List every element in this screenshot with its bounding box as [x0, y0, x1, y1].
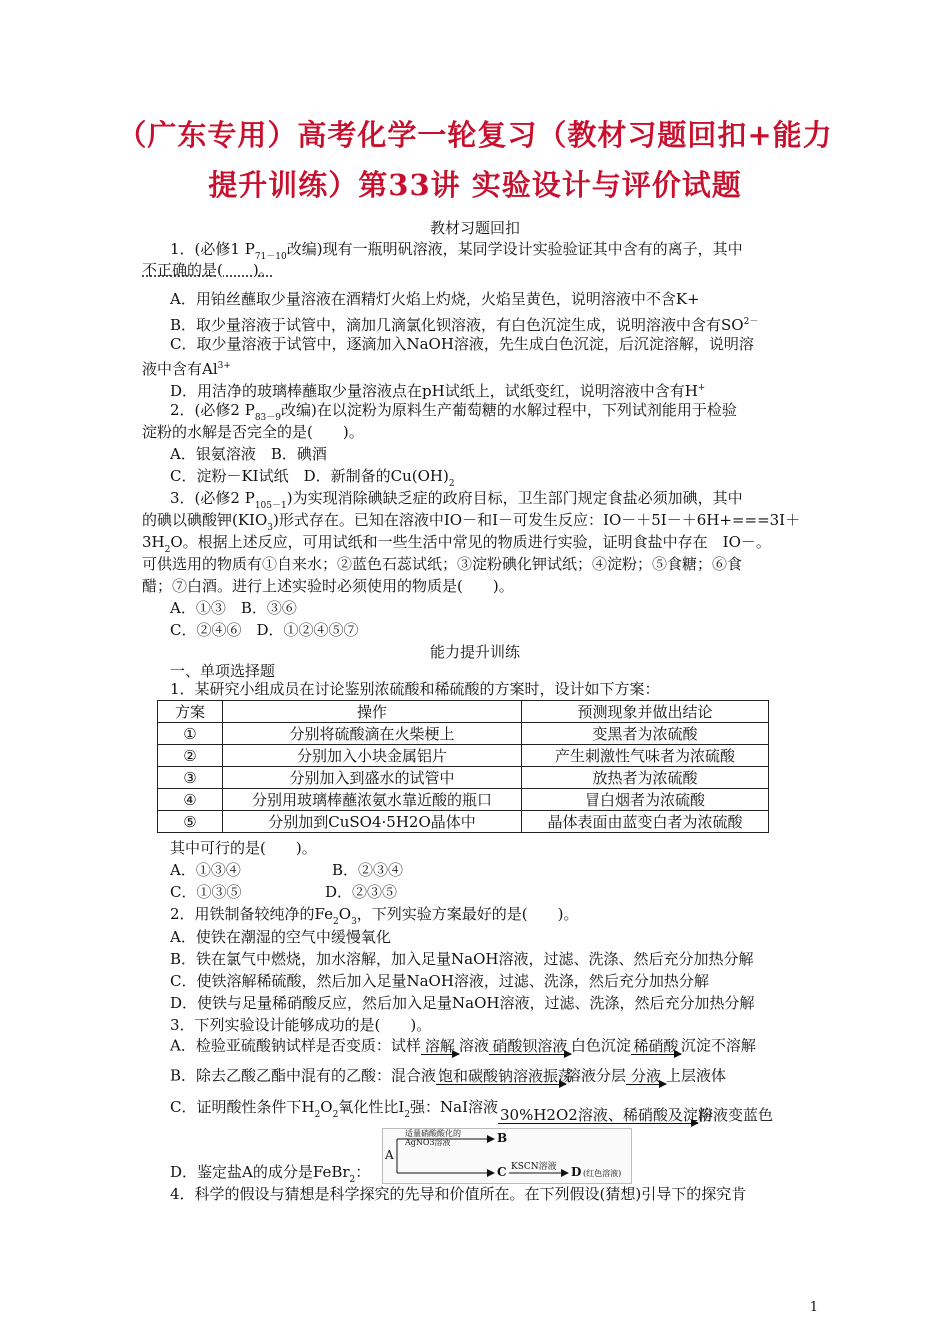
diagram-node-b: B: [497, 1131, 508, 1145]
p4-stem: 4．科学的假设与猜想是科学探究的先导和价值所在。在下列假设(猜想)引导下的探究肯: [170, 1185, 747, 1203]
reaction-arrow: 稀硝酸: [631, 1038, 681, 1055]
table-cell: 冒白烟者为浓硫酸: [522, 789, 769, 811]
table-cell: ③: [158, 767, 223, 789]
reaction-arrow: 分液: [626, 1068, 666, 1085]
q2-options-ab: A．银氨溶液 B．碘酒: [170, 445, 327, 463]
p3-option-d: D．鉴定盐A的成分是FeBr$_2$：: [170, 1163, 371, 1185]
table-cell: 放热者为浓硫酸: [522, 767, 769, 789]
q3-options-ab: A．①③ B．③⑥: [170, 599, 297, 617]
p1-option-d: D．②③⑤: [325, 883, 398, 901]
diagram-node-d: D: [571, 1165, 582, 1179]
p2-option-b: B．铁在氯气中燃烧，加水溶解，加入足量NaOH溶液，过滤、洗涤、然后充分加热分解: [170, 950, 754, 968]
q1-stem-2: 不正确的是( )。: [142, 261, 274, 279]
reaction-arrow: 饱和碳酸钠溶液振荡: [438, 1066, 574, 1085]
page-number: 1: [809, 1300, 818, 1315]
table-row: [158, 745, 769, 767]
q1-option-b: B．取少量溶液于试管中，滴加几滴氯化钡溶液，有白色沉淀生成，说明溶液中含有$SO^{2-}$: [170, 316, 759, 334]
p3-option-a: A．检验亚硫酸钠试样是否变质：试样 溶解 溶液 硝酸钡溶液 白色沉淀 稀硝酸 沉淀不溶解: [170, 1036, 756, 1055]
q3-line-4: 可供选用的物质有①自来水；②蓝色石蕊试纸；③淀粉碘化钾试纸；④淀粉；⑤食糖；⑥食: [142, 555, 743, 573]
reaction-arrow: 30%H2O2溶液、稀硝酸及淀粉: [500, 1106, 713, 1124]
table-header: 预测现象并做出结论: [522, 701, 769, 723]
title-line-2: 提升训练）第33讲 实验设计与评价试题: [208, 168, 742, 202]
title-line-1: （广东专用）高考化学一轮复习（教材习题回扣+能力: [117, 118, 833, 152]
q1-option-c-2: 液中含有$Al^{3+}$: [142, 360, 231, 378]
diagram-node-c: C: [497, 1165, 507, 1179]
table-cell: ④: [158, 789, 223, 811]
table-row: [158, 789, 769, 811]
p1-option-b: B．②③④: [332, 861, 404, 879]
p3-stem: 3．下列实验设计能够成功的是( )。: [170, 1016, 432, 1034]
table-cell: ①: [158, 723, 223, 745]
table-cell: 分别用玻璃棒蘸浓氨水靠近酸的瓶口: [223, 789, 522, 811]
q1-option-d: D．用洁净的玻璃棒蘸取少量溶液点在pH试纸上，试纸变红，说明溶液中含有H+: [170, 382, 706, 400]
q3-line-2: 的碘以碘酸钾$(KIO_3)$形式存在。已知在溶液中IO－和I－可发生反应：IO－＋5I－＋6H+===3I＋: [142, 511, 801, 533]
table-header: 方案: [158, 701, 223, 723]
table-row: [158, 767, 769, 789]
p3-option-c: C．证明酸性条件下$H_2O_2$氧化性比$I_2$强：NaI溶液 30%H2O2溶液、稀硝酸及淀粉 溶液变蓝色: [170, 1098, 774, 1124]
q1-option-c: C．取少量溶液于试管中，逐滴加入NaOH溶液，先生成白色沉淀，后沉淀溶解，说明溶: [170, 335, 754, 353]
table-cell: ②: [158, 745, 223, 767]
table-cell: 产生刺激性气味者为浓硫酸: [522, 745, 769, 767]
p1-option-c: C．①③⑤: [170, 883, 242, 901]
q2-stem: 2．(必修2 $P_{83-9}$改编)在以淀粉为原料生产葡萄糖的水解过程中，下列试剂能用于检验: [170, 401, 737, 423]
p1-option-a: A．①③④: [170, 861, 241, 879]
section-heading-2: 能力提升训练: [429, 643, 520, 661]
table-cell: 分别加入到盛水的试管中: [223, 767, 522, 789]
diagram-reagent-1: 适量硝酸酸化的AgNO3溶液: [405, 1129, 461, 1147]
q3-stem: 3．(必修2 $P_{105-1}$)为实现消除碘缺乏症的政府目标，卫生部门规定食盐必须加碘，其中: [170, 489, 743, 511]
q2-stem-2: 淀粉的水解是否完全的是( )。: [142, 423, 364, 441]
q1-stem: 1．(必修1 $P_{71-10}$改编)现有一瓶明矾溶液，某同学设计实验验证其中含有的离子，其中: [170, 240, 743, 262]
reaction-arrow: 溶解: [421, 1038, 459, 1055]
p2-option-d: D．使铁与足量稀硝酸反应，然后加入足量NaOH溶液，过滤、洗涤，然后充分加热分解: [170, 994, 755, 1012]
reaction-diagram: [382, 1128, 632, 1184]
table-cell: 分别将硫酸滴在火柴梗上: [223, 723, 522, 745]
table-cell: 变黑者为浓硫酸: [522, 723, 769, 745]
table-cell: ⑤: [158, 811, 223, 833]
q3-line-5: 醋；⑦白酒。进行上述实验时必须使用的物质是( )。: [142, 577, 514, 595]
p2-option-c: C．使铁溶解稀硫酸，然后加入足量NaOH溶液，过滤、洗涤，然后充分加热分解: [170, 972, 709, 990]
q2-options-cd: C．淀粉－KI试纸 D．新制备的$Cu(OH)_2$: [170, 467, 455, 489]
p1-after: 其中可行的是( )。: [170, 839, 317, 857]
table-cell: 分别加到CuSO4·5H2O晶体中: [223, 811, 522, 833]
diagram-note: (红色溶液): [583, 1169, 622, 1178]
p3-option-b: B．除去乙酸乙酯中混有的乙酸：混合液 饱和碳酸钠溶液振荡 溶液分层 分液 上层液体: [170, 1066, 727, 1085]
table-header-row: [158, 701, 769, 723]
diagram-node-a: A: [385, 1148, 394, 1162]
p2-option-a: A．使铁在潮湿的空气中缓慢氧化: [170, 928, 391, 946]
part-heading: 一、单项选择题: [170, 662, 276, 680]
table-cell: 晶体表面由蓝变白者为浓硫酸: [522, 811, 769, 833]
diagram-reagent-2: KSCN溶液: [511, 1162, 557, 1172]
scheme-table: [157, 700, 769, 833]
section-heading-1: 教材习题回扣: [429, 219, 520, 237]
p2-stem: 2．用铁制备较纯净的$Fe_2O_3$，下列实验方案最好的是( )。: [170, 905, 579, 927]
p1-stem: 1．某研究小组成员在讨论鉴别浓硫酸和稀硫酸的方案时，设计如下方案：: [170, 680, 660, 698]
q1-option-a: A．用铂丝蘸取少量溶液在酒精灯火焰上灼烧，火焰呈黄色，说明溶液中不含K+: [170, 290, 700, 308]
table-row: [158, 723, 769, 745]
table-row: [158, 811, 769, 833]
q3-options-cd: C．②④⑥ D．①②④⑤⑦: [170, 621, 359, 639]
table-cell: 分别加入小块金属铝片: [223, 745, 522, 767]
q3-line-3: $3H_2O$。根据上述反应，可用试纸和一些生活中常见的物质进行实验，证明食盐中存在 IO－。: [142, 533, 771, 555]
reaction-arrow: 硝酸钡溶液: [489, 1038, 571, 1055]
table-header: 操作: [223, 701, 522, 723]
